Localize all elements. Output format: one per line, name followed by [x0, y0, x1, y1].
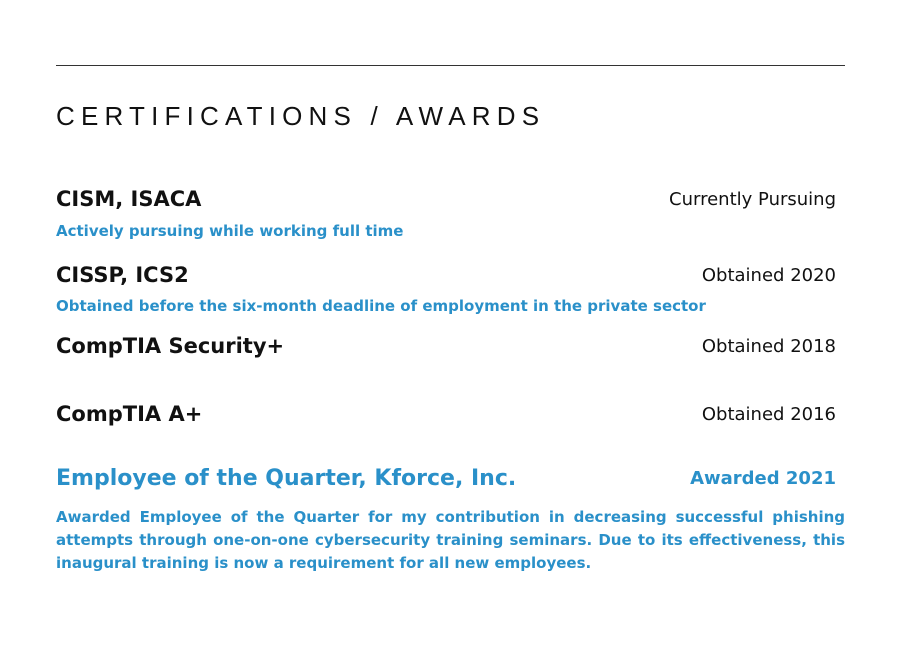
cert-status: Obtained 2020 [701, 265, 836, 286]
cert-status: Obtained 2018 [701, 336, 836, 357]
cert-title: CompTIA Security+ [56, 334, 285, 358]
cert-description: Obtained before the six-month deadline of employment in the private sector [56, 297, 706, 315]
award-description: Awarded Employee of the Quarter for my contribution in decreasing successful phishing attempts through one-on-one cybersecurity training seminars. Due to its effectiveness, this inaugural training is now a requirement for all new employees. [56, 508, 845, 572]
award-status: Awarded 2021 [690, 468, 836, 489]
award-title: Employee of the Quarter, Kforce, Inc. [56, 466, 517, 491]
section-title: CERTIFICATIONS / AWARDS [56, 101, 546, 131]
cert-title: CompTIA A+ [56, 402, 203, 426]
cert-description: Actively pursuing while working full time [56, 222, 404, 240]
cert-title: CISSP, ICS2 [56, 263, 189, 287]
section-divider [56, 65, 845, 66]
cert-status: Obtained 2016 [701, 404, 836, 425]
cert-status: Currently Pursuing [669, 189, 836, 210]
cert-title: CISM, ISACA [56, 187, 202, 211]
